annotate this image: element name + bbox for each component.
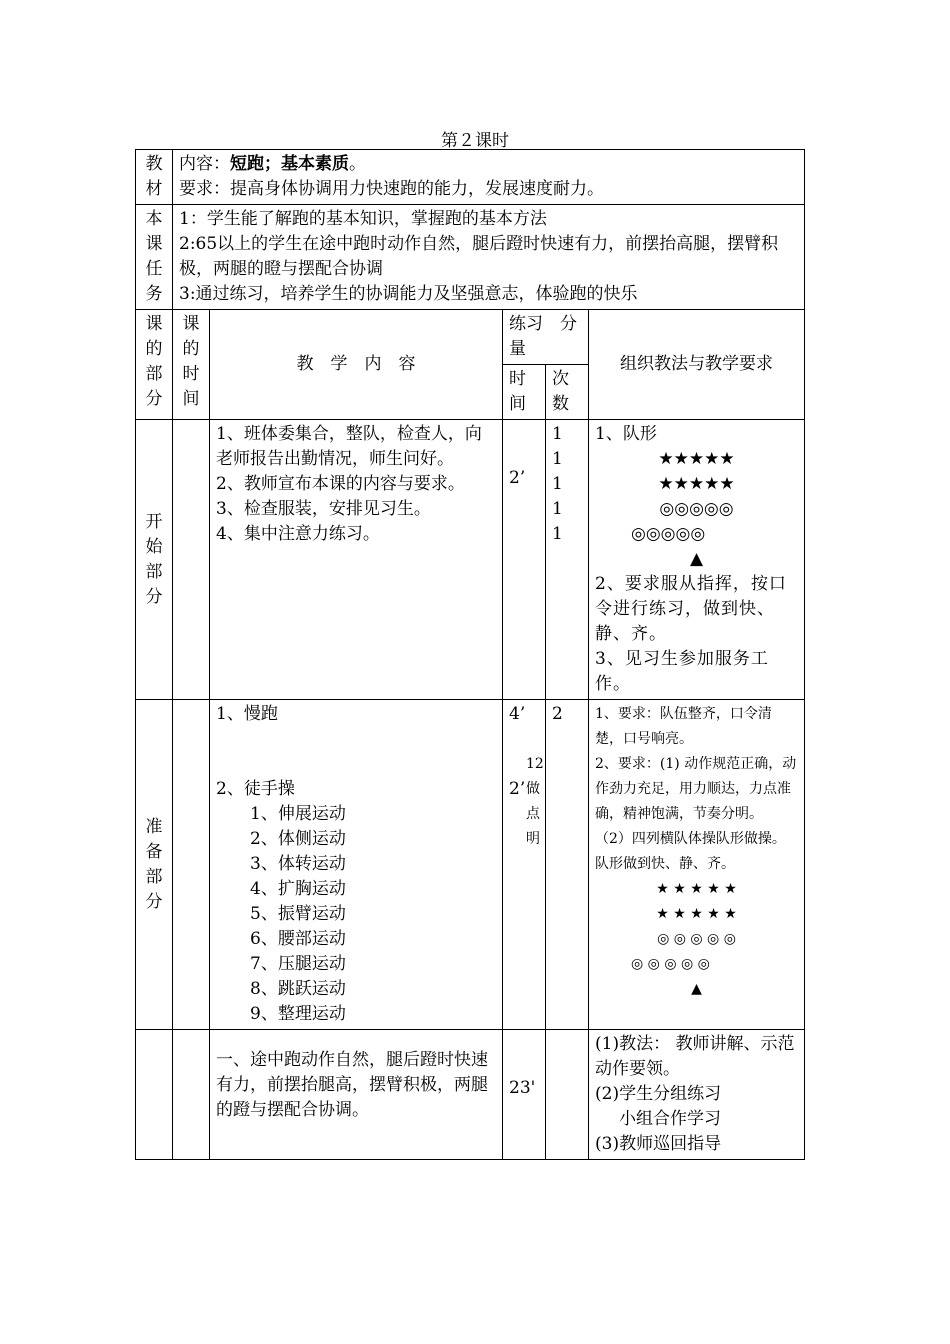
list-item: 4、集中注意力练习。 (216, 524, 380, 544)
start-part-content (210, 420, 503, 700)
basic-practice-time: 23' (503, 1030, 546, 1160)
start-method: 1、队形 ★★★★★ ★★★★★ ◎◎◎◎◎ ◎◎◎◎◎ ▲ 2、要求服从指挥，按口令进行练习，做到快、静、齐。 3、见习生参加服务工作。 (589, 420, 805, 700)
student-row-stars: ★★★★★ (658, 449, 735, 469)
table-header-row (136, 310, 805, 365)
task-item: 1：学生能了解跑的基本知识，掌握跑的基本方法 (179, 209, 547, 229)
page-title: 第２课时 (441, 131, 509, 151)
lesson-tasks-row (136, 205, 805, 310)
list-item: 3、体转运动 (250, 854, 346, 874)
teacher-marker: ▲ (689, 549, 704, 569)
student-row-stars: ★★★★★ (658, 474, 735, 494)
student-row-circles: ◎◎◎◎◎ (659, 499, 734, 519)
prep-practice-count: 2 12 做 点 明 (546, 700, 589, 1030)
prep-part-row (136, 700, 805, 1030)
student-row-circles: ◎◎◎◎◎ (631, 524, 706, 544)
header-part: 课 的 部 分 (136, 310, 173, 420)
start-part-time (173, 420, 210, 700)
prep-practice-time: 4’ 2’ (503, 700, 546, 1030)
list-item: 5、振臂运动 (250, 904, 346, 924)
lesson-plan-table (135, 149, 805, 1160)
start-part-label: 开 始 部 分 (136, 420, 173, 700)
list-item: 2、体侧运动 (250, 829, 346, 849)
prep-method: 1、要求：队伍整齐，口令清楚，口号响亮。 2、要求：(1) 动作规范正确，动作劲力充足，用力顺达，力点准确，精神饱满，节奏分明。 （2）四列横队体操队形做操。 队形做到快、静、齐。 ★ ★ ★ ★ ★ ★ ★ ★ ★ ★ ◎ ◎ ◎ ◎ ◎ ◎ ◎ ◎ ◎ ◎ ▲ (589, 700, 805, 1030)
student-row-circles: ◎ ◎ ◎ ◎ ◎ (631, 956, 710, 972)
prep-part-label: 准 备 部 分 (136, 700, 173, 1030)
student-row-circles: ◎ ◎ ◎ ◎ ◎ (657, 931, 736, 947)
student-row-stars: ★ ★ ★ ★ ★ (656, 881, 737, 897)
header-method: 组织教法与教学要求 (589, 310, 805, 420)
requirement-line: 要求：提高身体协调用力快速跑的能力，发展速度耐力。 (179, 179, 604, 199)
teaching-material-row (136, 150, 805, 205)
lesson-tasks-content (173, 205, 805, 310)
list-item: 2、教师宣布本课的内容与要求。 (216, 474, 465, 494)
lesson-tasks-label: 本 课 任 务 (136, 205, 173, 310)
header-practice-time: 时间 (503, 365, 546, 420)
basic-method: (1)教法： 教师讲解、示范动作要领。 (2)学生分组练习 小组合作学习 (3)教师巡回指导 (589, 1030, 805, 1160)
list-item: 7、压腿运动 (250, 954, 346, 974)
teaching-material-label: 教 材 (136, 150, 173, 205)
list-item: 1、伸展运动 (250, 804, 346, 824)
student-row-stars: ★ ★ ★ ★ ★ (656, 906, 737, 922)
start-practice-count: 1 1 1 1 1 (546, 420, 589, 700)
basic-part-time (173, 1030, 210, 1160)
task-item: 3:通过练习，培养学生的协调能力及坚强意志，体验跑的快乐 (179, 284, 638, 304)
prep-part-content: 1、慢跑 2、徒手操 1、伸展运动 2、体侧运动 3、体转运动 4、扩胸运动 5、振臂运动 6、腰部运动 7、压腿运动 8、跳跃运动 9、整理运动 (210, 700, 503, 1030)
basic-part-content: 一、途中跑动作自然，腿后蹬时快速有力，前摆抬腿高，摆臂积极，两腿的蹬与摆配合协调。 (210, 1030, 503, 1160)
list-item: 8、跳跃运动 (250, 979, 346, 999)
basic-part-label (136, 1030, 173, 1160)
header-practice-count: 次数 (546, 365, 589, 420)
header-content: 教 学 内 容 (210, 310, 503, 420)
prep-part-time (173, 700, 210, 1030)
list-item: 6、腰部运动 (250, 929, 346, 949)
teaching-material-content (173, 150, 805, 205)
basic-part-row (136, 1030, 805, 1160)
start-part-row (136, 420, 805, 700)
list-item: 3、检查服装，安排见习生。 (216, 499, 431, 519)
task-item: 2:65以上的学生在途中跑时动作自然，腿后蹬时快速有力，前摆抬高腿，摆臂积极，两腿的瞪与摆配合协调 (179, 234, 779, 279)
basic-practice-count (546, 1030, 589, 1160)
content-line: 内容：短跑；基本素质。 (179, 154, 366, 174)
list-item: 9、整理运动 (250, 1004, 346, 1024)
teacher-marker: ▲ (691, 981, 702, 997)
start-practice-time: 2’ (503, 420, 546, 700)
list-item: 1、班体委集合，整队，检查人，向老师报告出勤情况，师生问好。 (216, 424, 482, 469)
header-practice: 练习 分量 (503, 310, 589, 365)
header-time: 课 的 时 间 (173, 310, 210, 420)
list-item: 4、扩胸运动 (250, 879, 346, 899)
